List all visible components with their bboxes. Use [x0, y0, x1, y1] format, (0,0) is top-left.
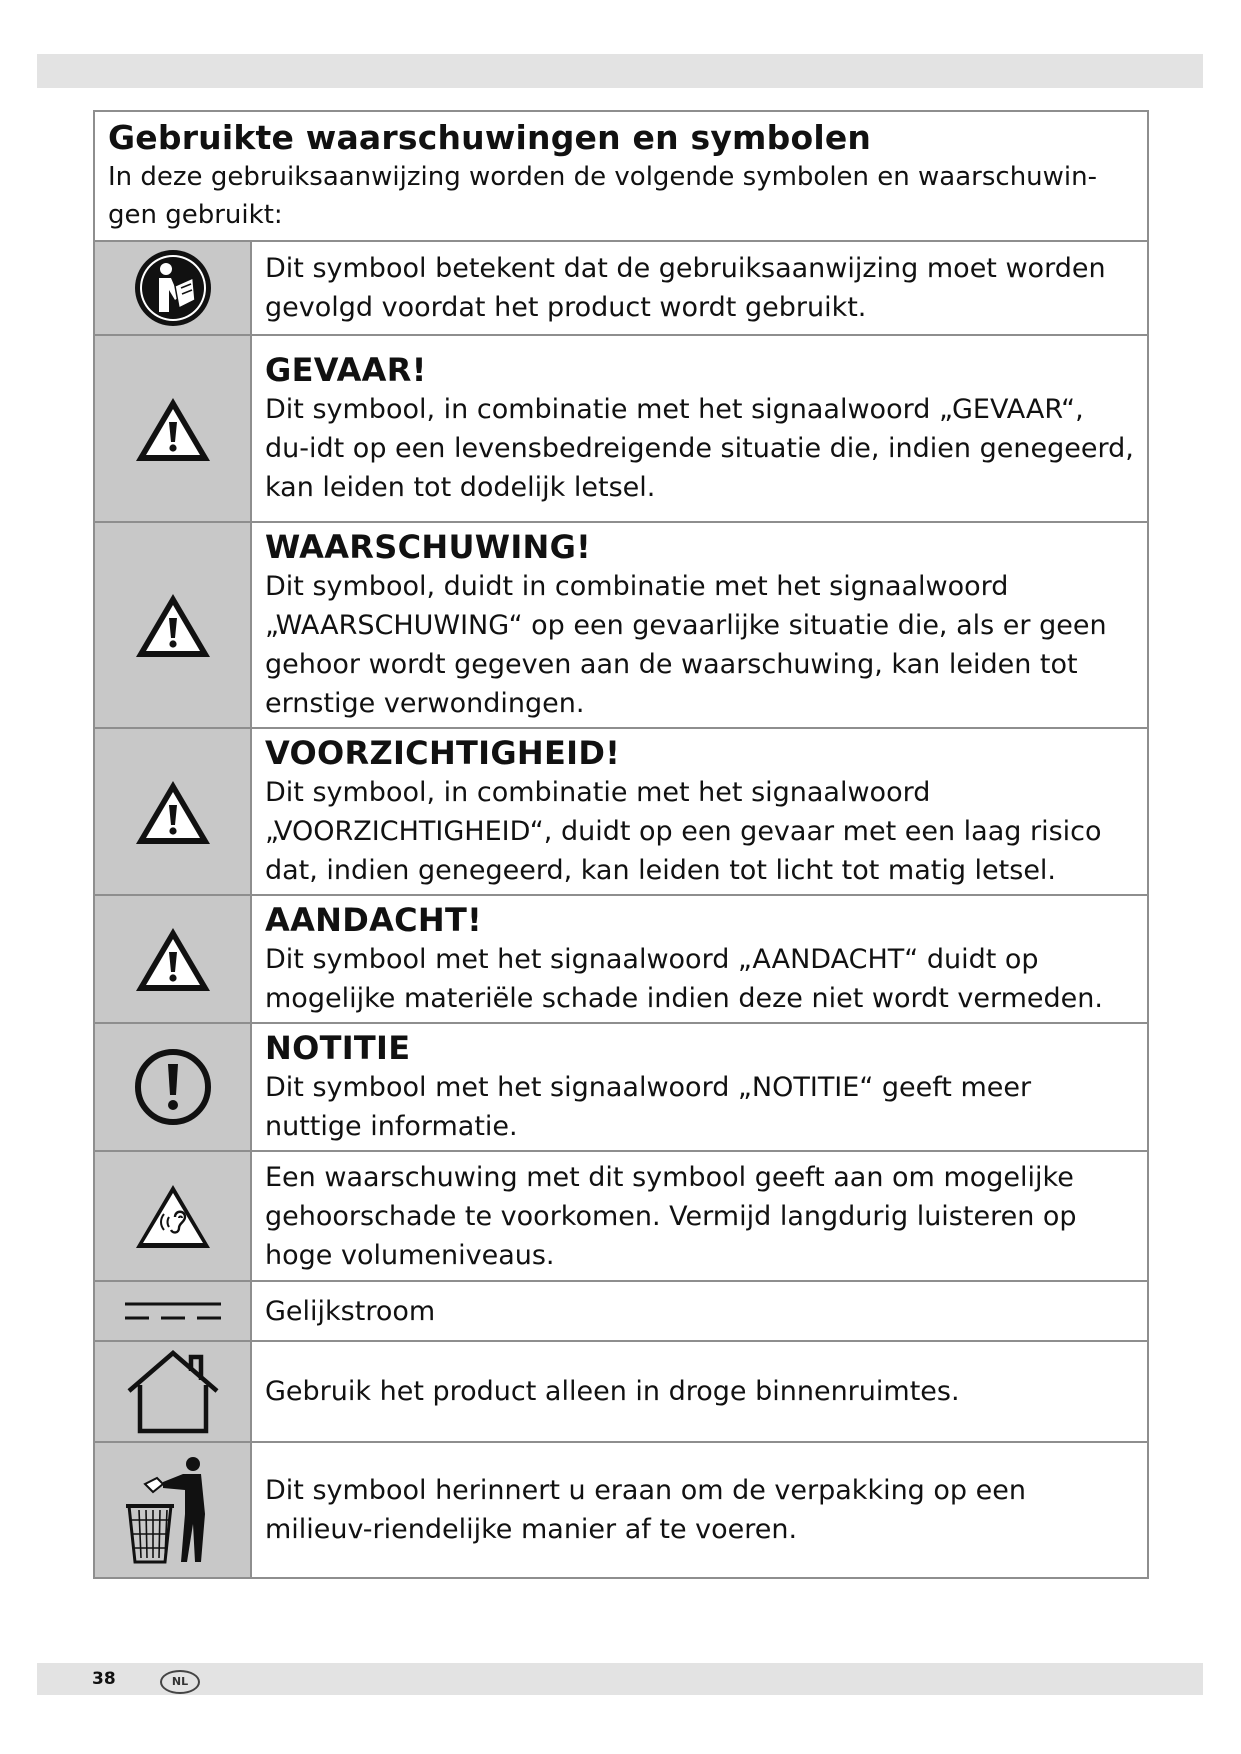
symbol-row-note	[94, 1023, 1148, 1151]
warning-triangle-icon	[133, 924, 213, 994]
direct-current-icon	[123, 1296, 223, 1326]
symbol-row-warning	[94, 522, 1148, 728]
symbol-row-caution	[94, 728, 1148, 895]
symbol-description: Een waarschuwing met dit symbool geeft aan om mogelijke gehoorschade te voorkomen. Vermijd langdurig luisteren op hoge volumeniveaus.	[265, 1161, 1077, 1271]
symbol-row-manual	[94, 241, 1148, 335]
symbol-description: Dit symbool betekent dat de gebruiksaanwijzing moet worden gevolgd voordat het product wordt gebruikt.	[265, 253, 1106, 323]
signal-word-warning: WAARSCHUWING!	[265, 528, 592, 566]
read-manual-icon	[133, 248, 213, 328]
signal-word-danger: GEVAAR!	[265, 351, 427, 389]
symbol-description: Dit symbool met het signaalwoord „AANDACHT“ duidt op mogelijke materiële schade indien deze niet wordt vermeden.	[265, 944, 1103, 1014]
language-badge: NL	[160, 1670, 200, 1694]
symbol-row-danger	[94, 335, 1148, 522]
signal-word-attention: AANDACHT!	[265, 901, 483, 939]
warning-triangle-icon	[133, 777, 213, 847]
symbol-description: Dit symbool, in combinatie met het signaalwoord „VOORZICHTIGHEID“, duidt op een gevaar met een laag risico dat, indien genegeerd, kan leiden tot licht tot matig letsel.	[265, 777, 1102, 886]
intro-row	[94, 111, 1148, 241]
symbol-description: Dit symbool, in combinatie met het signaalwoord „GEVAAR“, du-idt op een levensbedreigende situatie die, indien genegeerd, kan leiden tot dodelijk letsel.	[265, 394, 1134, 503]
section-title: Gebruikte waarschuwingen en symbolen	[108, 118, 872, 157]
intro-text: In deze gebruiksaanwijzing worden de volgende symbolen en waarschuwin-gen gebruikt:	[108, 162, 1098, 230]
symbol-row-disposal	[94, 1442, 1148, 1578]
symbol-description: Gelijkstroom	[265, 1295, 436, 1327]
warning-triangle-icon	[133, 394, 213, 464]
symbol-description: Dit symbool herinnert u eraan om de verpakking op een milieuv-riendelijke manier af te voeren.	[265, 1475, 1026, 1545]
indoor-house-icon	[125, 1349, 221, 1435]
exclamation-circle-icon	[133, 1047, 213, 1127]
footer-bar	[37, 1663, 1203, 1695]
symbols-table	[93, 110, 1149, 1579]
warning-triangle-icon	[133, 590, 213, 660]
symbol-description: Dit symbool met het signaalwoord „NOTITIE“ geeft meer nuttige informatie.	[265, 1072, 1032, 1142]
symbol-row-hearing	[94, 1151, 1148, 1281]
symbol-row-attention	[94, 895, 1148, 1023]
page-number: 38	[92, 1669, 116, 1689]
symbol-row-dc	[94, 1281, 1148, 1341]
tidyman-disposal-icon	[123, 1454, 223, 1566]
symbol-row-indoor	[94, 1341, 1148, 1442]
signal-word-caution: VOORZICHTIGHEID!	[265, 734, 621, 772]
hearing-damage-icon	[133, 1181, 213, 1251]
signal-word-note: NOTITIE	[265, 1029, 411, 1067]
header-bar	[37, 54, 1203, 88]
symbol-description: Gebruik het product alleen in droge binnenruimtes.	[265, 1376, 960, 1407]
symbol-description: Dit symbool, duidt in combinatie met het signaalwoord „WAARSCHUWING“ op een gevaarlijke situatie die, als er geen gehoor wordt gegeven aan de waarschuwing, kan leiden tot ernstige verwondingen.	[265, 571, 1107, 719]
